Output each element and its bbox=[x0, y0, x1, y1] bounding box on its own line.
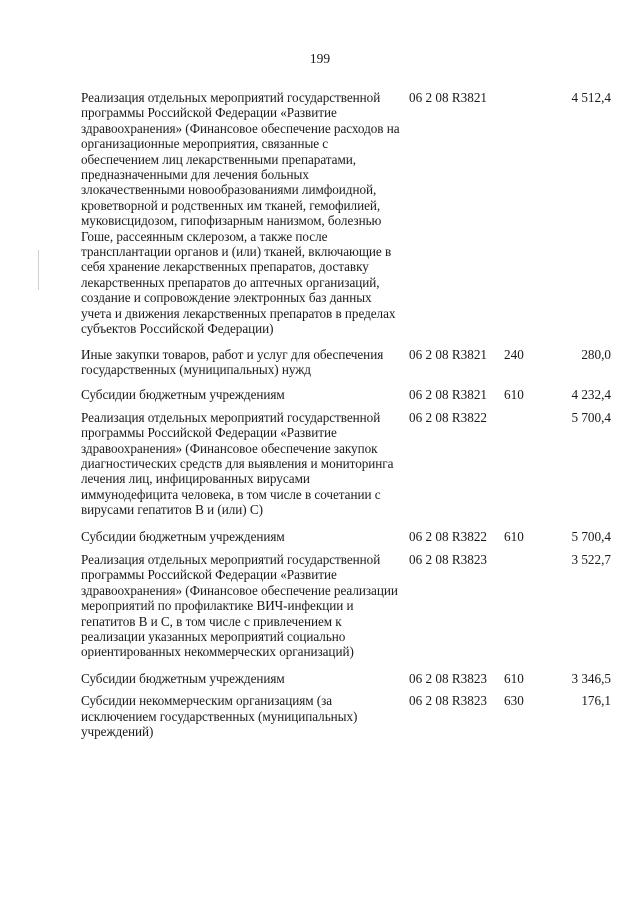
budget-table bbox=[81, 90, 611, 745]
row-expense-type: 610 bbox=[504, 528, 524, 544]
row-description: Реализация отдельных мероприятий государственной программы Российской Федерации «Развитие здравоохранения» (Финансовое обеспечение реализации мероприятий по профилактике ВИЧ-инфекции и гепатитов В и С, в том числе с привлечением к реализации указанных мероприятий социально ориентированных некоммерческих организаций) bbox=[81, 551, 398, 660]
row-target-code: 06 2 08 R3821 bbox=[409, 387, 488, 403]
table-row bbox=[81, 90, 611, 337]
row-description: Субсидии бюджетным учреждениям bbox=[81, 528, 285, 544]
row-amount: 5 700,4 bbox=[571, 409, 611, 425]
row-description: Субсидии бюджетным учреждениям bbox=[81, 387, 285, 403]
table-row bbox=[81, 671, 611, 686]
row-amount: 5 700,4 bbox=[571, 528, 611, 544]
row-description: Реализация отдельных мероприятий государственной программы Российской Федерации «Развитие здравоохранения» (Финансовое обеспечение закупок диагностических средств для выявления и мониторинга лечения лиц, инфицированных вирусами иммунодефицита человека, в том числе в сочетании с вирусами гепатитов В и (или) С) bbox=[81, 409, 394, 518]
table-row bbox=[81, 529, 611, 544]
row-amount: 280,0 bbox=[581, 346, 611, 362]
row-expense-type: 630 bbox=[504, 693, 524, 709]
scan-margin-line bbox=[38, 250, 39, 290]
row-target-code: 06 2 08 R3821 bbox=[409, 346, 488, 362]
row-description: Реализация отдельных мероприятий государственной программы Российской Федерации «Развитие здравоохранения» (Финансовое обеспечение расходов на организационные мероприятия, связанные с обеспечением лиц лекарственными препаратами, предназначенными для лечения больных злокачественными новообразованиями лимфоидной, кроветворной и родственных им тканей, гемофилией, муковисцидозом, гипофизарным нанизмом, болезнью Гоше, рассеянным склерозом, а также после трансплантации органов и (или) тканей, включающие в себя хранение лекарственных препаратов, доставку лекарственных препаратов до аптечных организаций, создание и сопровождение электронных баз данных учета и движения лекарственных препаратов в пределах субъектов Российской Федерации) bbox=[81, 90, 400, 337]
row-description: Иные закупки товаров, работ и услуг для обеспечения государственных (муниципальных) нужд bbox=[81, 346, 384, 377]
row-amount: 176,1 bbox=[581, 693, 611, 709]
row-description: Субсидии некоммерческим организациям (за исключением государственных (муниципальных) учреждений) bbox=[81, 693, 358, 740]
row-target-code: 06 2 08 R3822 bbox=[409, 528, 488, 544]
row-target-code: 06 2 08 R3823 bbox=[409, 693, 488, 709]
table-row bbox=[81, 410, 611, 518]
row-amount: 4 232,4 bbox=[571, 387, 611, 403]
row-amount: 3 346,5 bbox=[571, 670, 611, 686]
table-row bbox=[81, 693, 611, 739]
row-description: Субсидии бюджетным учреждениям bbox=[81, 670, 285, 686]
row-expense-type: 610 bbox=[504, 387, 524, 403]
row-amount: 4 512,4 bbox=[571, 90, 611, 105]
row-target-code: 06 2 08 R3821 bbox=[409, 90, 488, 105]
row-expense-type: 240 bbox=[504, 346, 524, 362]
row-target-code: 06 2 08 R3823 bbox=[409, 551, 488, 567]
table-row bbox=[81, 387, 611, 402]
row-target-code: 06 2 08 R3823 bbox=[409, 670, 488, 686]
table-row bbox=[81, 347, 611, 378]
row-expense-type: 610 bbox=[504, 670, 524, 686]
row-amount: 3 522,7 bbox=[571, 551, 611, 567]
table-row bbox=[81, 552, 611, 660]
page-number: 199 bbox=[309, 51, 331, 66]
row-target-code: 06 2 08 R3822 bbox=[409, 409, 488, 425]
